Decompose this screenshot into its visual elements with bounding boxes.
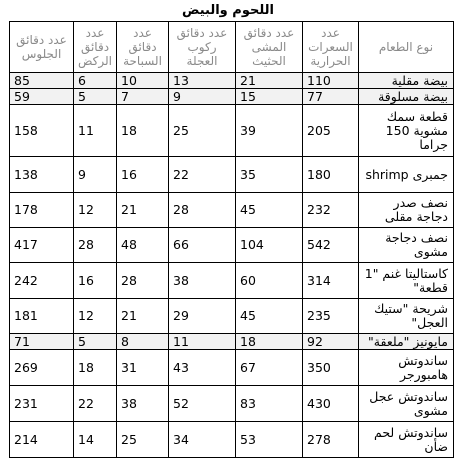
swimming-cell: 21 — [117, 193, 169, 228]
swimming-cell: 10 — [117, 73, 169, 89]
table-row — [10, 73, 454, 89]
walking-cell: 18 — [236, 334, 303, 350]
calories-cell: 110 — [303, 73, 359, 89]
running-cell: 16 — [74, 263, 117, 299]
running-cell: 18 — [74, 350, 117, 386]
swimming-cell: 31 — [117, 350, 169, 386]
table-row — [10, 350, 454, 386]
cycling-cell: 29 — [169, 299, 236, 334]
header-row — [10, 22, 454, 73]
swimming-cell: 16 — [117, 157, 169, 193]
swimming-cell: 28 — [117, 263, 169, 299]
walking-cell: 39 — [236, 105, 303, 157]
walking-cell: 53 — [236, 422, 303, 458]
running-cell: 14 — [74, 422, 117, 458]
table-row — [10, 422, 454, 458]
food-name-cell: ساندوتش لحم ضأن — [359, 422, 454, 458]
table-row — [10, 299, 454, 334]
walking-cell: 35 — [236, 157, 303, 193]
calories-cell: 314 — [303, 263, 359, 299]
food-name-cell: جمبرى shrimp — [359, 157, 454, 193]
sitting-cell: 59 — [10, 89, 74, 105]
cycling-cell: 13 — [169, 73, 236, 89]
swimming-cell: 38 — [117, 386, 169, 422]
header-running-minutes: عدد دقائق الركض — [74, 22, 117, 73]
food-name-cell: مايونيز "ملعقة" — [359, 334, 454, 350]
calories-cell: 92 — [303, 334, 359, 350]
running-cell: 9 — [74, 157, 117, 193]
walking-cell: 45 — [236, 299, 303, 334]
cycling-cell: 66 — [169, 228, 236, 263]
cycling-cell: 25 — [169, 105, 236, 157]
running-cell: 11 — [74, 105, 117, 157]
header-walking-minutes: عدد دقائق المشى الحثيث — [236, 22, 303, 73]
walking-cell: 45 — [236, 193, 303, 228]
sitting-cell: 417 — [10, 228, 74, 263]
food-name-cell: نصف صدر دجاجة مقلى — [359, 193, 454, 228]
header-cycling-minutes: عدد دقائق ركوب العجلة — [169, 22, 236, 73]
swimming-cell: 25 — [117, 422, 169, 458]
header-calories: عدد السعرات الحرارية — [303, 22, 359, 73]
swimming-cell: 48 — [117, 228, 169, 263]
cycling-cell: 43 — [169, 350, 236, 386]
swimming-cell: 7 — [117, 89, 169, 105]
cycling-cell: 9 — [169, 89, 236, 105]
food-name-cell: نصف دجاجة مشوى — [359, 228, 454, 263]
swimming-cell: 8 — [117, 334, 169, 350]
header-food-type: نوع الطعام — [359, 22, 454, 73]
swimming-cell: 18 — [117, 105, 169, 157]
cycling-cell: 38 — [169, 263, 236, 299]
food-name-cell: شريحة "ستيك العجل" — [359, 299, 454, 334]
sitting-cell: 269 — [10, 350, 74, 386]
calories-cell: 350 — [303, 350, 359, 386]
calories-cell: 430 — [303, 386, 359, 422]
running-cell: 28 — [74, 228, 117, 263]
sitting-cell: 214 — [10, 422, 74, 458]
food-name-cell: ساندوتش هامبورجر — [359, 350, 454, 386]
walking-cell: 83 — [236, 386, 303, 422]
running-cell: 6 — [74, 73, 117, 89]
walking-cell: 21 — [236, 73, 303, 89]
header-swimming-minutes: عدد دقائق السباحة — [117, 22, 169, 73]
table-row — [10, 334, 454, 350]
sitting-cell: 71 — [10, 334, 74, 350]
sitting-cell: 181 — [10, 299, 74, 334]
running-cell: 12 — [74, 299, 117, 334]
food-name-cell: بيضة مسلوقة — [359, 89, 454, 105]
cycling-cell: 22 — [169, 157, 236, 193]
sitting-cell: 158 — [10, 105, 74, 157]
calories-cell: 235 — [303, 299, 359, 334]
walking-cell: 67 — [236, 350, 303, 386]
food-name-cell: بيضة مقلية — [359, 73, 454, 89]
calories-cell: 278 — [303, 422, 359, 458]
walking-cell: 60 — [236, 263, 303, 299]
cycling-cell: 52 — [169, 386, 236, 422]
table-row — [10, 89, 454, 105]
running-cell: 5 — [74, 89, 117, 105]
table-row — [10, 157, 454, 193]
swimming-cell: 21 — [117, 299, 169, 334]
table-row — [10, 193, 454, 228]
cycling-cell: 34 — [169, 422, 236, 458]
sitting-cell: 138 — [10, 157, 74, 193]
sitting-cell: 178 — [10, 193, 74, 228]
cycling-cell: 11 — [169, 334, 236, 350]
table-row — [10, 386, 454, 422]
table-row — [10, 105, 454, 157]
sitting-cell: 242 — [10, 263, 74, 299]
calories-cell: 232 — [303, 193, 359, 228]
running-cell: 5 — [74, 334, 117, 350]
sitting-cell: 85 — [10, 73, 74, 89]
page-title: اللحوم والبيض — [182, 3, 274, 18]
table-row — [10, 263, 454, 299]
food-name-cell: قطعة سمك مشوية 150 جراما — [359, 105, 454, 157]
calories-cell: 205 — [303, 105, 359, 157]
running-cell: 22 — [74, 386, 117, 422]
cycling-cell: 28 — [169, 193, 236, 228]
calories-cell: 542 — [303, 228, 359, 263]
food-name-cell: كاستاليتا غنم "1 قطعة" — [359, 263, 454, 299]
calorie-table — [9, 21, 454, 458]
table-row — [10, 228, 454, 263]
walking-cell: 104 — [236, 228, 303, 263]
header-sitting-minutes: عدد دقائق الجلوس — [10, 22, 74, 73]
walking-cell: 15 — [236, 89, 303, 105]
calories-cell: 180 — [303, 157, 359, 193]
running-cell: 12 — [74, 193, 117, 228]
calories-cell: 77 — [303, 89, 359, 105]
food-name-cell: ساندوتش عجل مشوى — [359, 386, 454, 422]
sitting-cell: 231 — [10, 386, 74, 422]
